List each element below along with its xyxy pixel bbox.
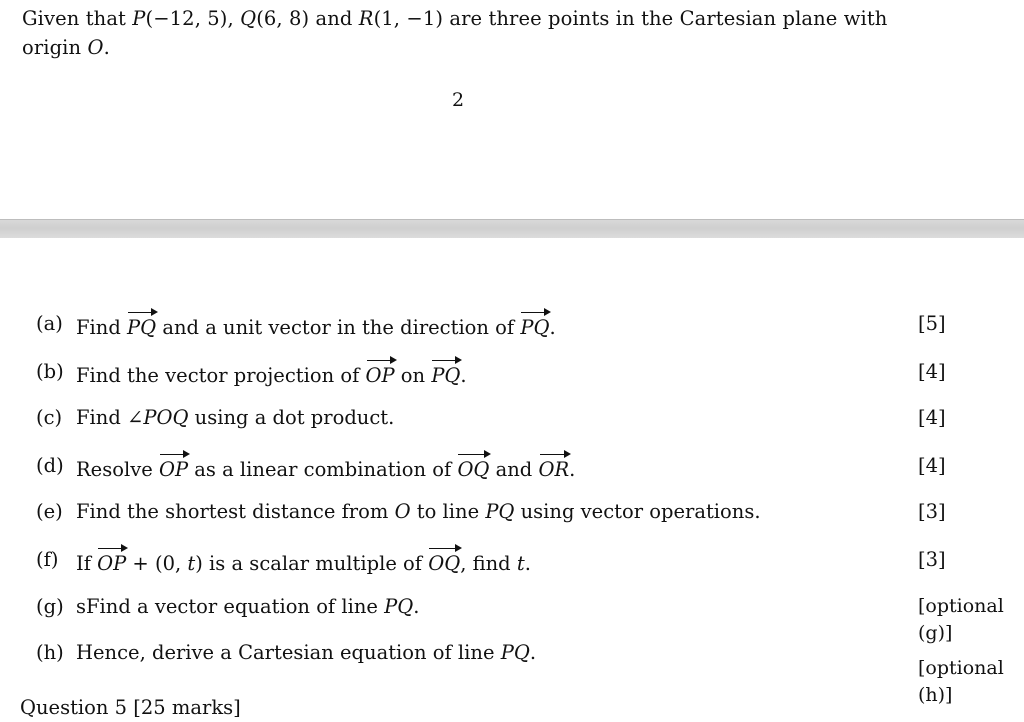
question-item-h xyxy=(0,639,1024,706)
question-item-g xyxy=(0,593,1024,644)
item-label: (b) xyxy=(36,360,64,383)
item-marks: [4] xyxy=(918,406,946,429)
item-marks: [optional (h)] xyxy=(918,657,1004,706)
question-item-d xyxy=(0,452,1024,482)
item-text: Find the vector projection of OP on PQ. xyxy=(76,358,467,390)
item-marks: [3] xyxy=(918,548,946,571)
question-item-f xyxy=(0,546,1024,576)
item-marks: [4] xyxy=(918,454,946,477)
question-item-a xyxy=(0,310,1024,340)
item-label: (h) xyxy=(36,641,64,664)
lower-page xyxy=(0,238,1024,708)
item-marks: [5] xyxy=(918,312,946,335)
item-label: (d) xyxy=(36,454,64,477)
item-label: (e) xyxy=(36,500,63,523)
item-text: If OP + (0, t) is a scalar multiple of OQ, find t. xyxy=(76,546,531,578)
item-text: Resolve OP as a linear combination of OQ and OR. xyxy=(76,452,575,484)
item-text: Hence, derive a Cartesian equation of line PQ. xyxy=(76,641,537,664)
question-intro: Given that P(−12, 5), Q(6, 8) and R(1, −1) are three points in the Cartesian plane with origin O. xyxy=(22,7,888,59)
next-question-heading: Question 5 [25 marks] xyxy=(20,696,241,719)
item-marks: [optional (g)] xyxy=(918,595,1004,644)
item-label: (g) xyxy=(36,595,64,618)
question-item-c xyxy=(0,404,1024,434)
item-text: sFind a vector equation of line PQ. xyxy=(76,595,420,618)
item-text: Find PQ and a unit vector in the direction of PQ. xyxy=(76,310,556,342)
page-separator xyxy=(0,219,1024,239)
page-number: 2 xyxy=(452,89,465,111)
question-item-b xyxy=(0,358,1024,388)
item-marks: [3] xyxy=(918,500,946,523)
item-text: Find ∠POQ using a dot product. xyxy=(76,406,395,429)
item-text: Find the shortest distance from O to line PQ using vector operations. xyxy=(76,500,761,523)
item-marks: [4] xyxy=(918,360,946,383)
item-label: (f) xyxy=(36,548,59,571)
item-label: (a) xyxy=(36,312,63,335)
upper-page xyxy=(0,0,1024,220)
item-label: (c) xyxy=(36,406,63,429)
question-item-e xyxy=(0,498,1024,528)
